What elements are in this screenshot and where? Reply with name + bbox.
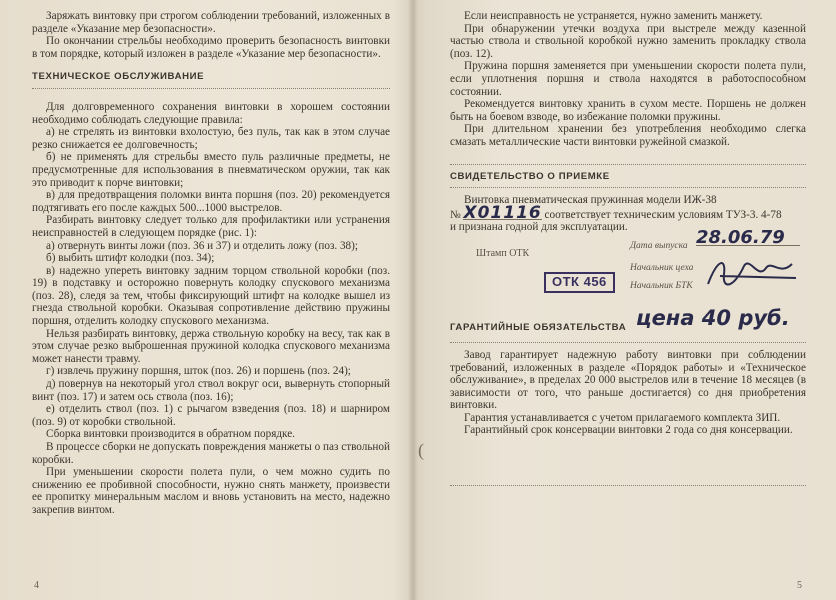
release-date-value: 28.06.79 bbox=[696, 232, 800, 246]
maintenance-heading: ТЕХНИЧЕСКОЕ ОБСЛУЖИВАНИЕ bbox=[32, 71, 205, 83]
warning-para: Нельзя разбирать винтовку, держа ствольную коробку на весу, так как в этом случае резко выброшенная пружиной колодка спускового механизма может нанести травму. bbox=[32, 327, 390, 365]
bottom-divider bbox=[450, 485, 806, 486]
fold-mark: ( bbox=[418, 440, 424, 460]
right-page bbox=[450, 10, 806, 595]
step-a: а) отвернуть винты ложи (поз. 36 и 37) и отделить ложу (поз. 38); bbox=[46, 239, 358, 252]
intro-para-1: Заряжать винтовку при строгом соблюдении требований, изложенных в разделе «Указание мер безопасности». bbox=[32, 10, 390, 35]
heading-divider bbox=[32, 88, 390, 89]
page-number-left: 4 bbox=[34, 580, 39, 592]
assembly-para-1: Сборка винтовки производится в обратном порядке. bbox=[46, 428, 295, 441]
serial-number: Х01116 bbox=[463, 202, 542, 223]
btk-chief-label: Начальник БТК bbox=[630, 280, 693, 291]
cert-line-1: Винтовка пневматическая пружинная модели ИЖ-38 bbox=[464, 194, 717, 207]
section-divider bbox=[450, 187, 806, 188]
step-e: д) повернув на некоторый угол ствол вокруг оси, вывернуть стопорный винт (поз. 17) и затем ось ствола (поз. 16); bbox=[32, 378, 390, 403]
warranty-divider bbox=[450, 342, 806, 343]
right-para-5: При длительном хранении без употребления необходимо слегка смазать металлические части винтовки ружейной смазкой. bbox=[450, 123, 806, 148]
otk-stamp: ОТК 456 bbox=[544, 272, 615, 293]
maintenance-lead: Для долговременного сохранения винтовки в хорошем состоянии необходимо соблюдать следующие правила: bbox=[32, 100, 390, 126]
page-number-right: 5 bbox=[797, 580, 802, 592]
acceptance-heading: СВИДЕТЕЛЬСТВО О ПРИЕМКЕ bbox=[450, 170, 610, 182]
left-page bbox=[32, 10, 390, 595]
right-para-2: При обнаружении утечки воздуха при выстреле между казенной частью ствола и ствольной коробкой нужно заменить прокладку ствола (поз. 12). bbox=[450, 22, 806, 60]
step-d: г) извлечь пружину поршня, шток (поз. 26) и поршень (поз. 24); bbox=[46, 365, 351, 378]
price-note: цена 40 руб. bbox=[636, 305, 790, 330]
warranty-para-2: Гарантия устанавливается с учетом прилагаемого комплекта ЗИП. bbox=[464, 411, 781, 424]
release-date-label: Дата выпуска bbox=[630, 240, 688, 251]
step-b: б) выбить штифт колодки (поз. 34); bbox=[46, 252, 215, 265]
rule-a: а) не стрелять из винтовки вхолостую, без пуль, так как в этом случае резко снижается ее долговечность; bbox=[32, 126, 390, 151]
section-divider-top bbox=[450, 164, 806, 165]
cert-line-2 bbox=[450, 202, 806, 223]
warranty-heading: ГАРАНТИЙНЫЕ ОБЯЗАТЕЛЬСТВА bbox=[450, 321, 627, 333]
warranty-para-3: Гарантийный срок консервации винтовки 2 года со дня консервации. bbox=[464, 424, 793, 437]
step-c: в) надежно упереть винтовку задним торцом ствольной коробки (поз. 19) в подставку и осторожно повернуть колодку спускового механизма (поз. 28), следя за тем, чтобы фиксирующий штифт на колодке вышел из гнезда ствольной коробки. Оказывая сопротивление действию пружины поршня, отделить колодку спускового механизма. bbox=[32, 264, 390, 328]
rule-b: б) не применять для стрельбы вместо пуль различные предметы, не предусмотренные для использования в пневматическом оружии, так как это приводит к порче винтовки; bbox=[32, 151, 390, 189]
booklet-spine bbox=[408, 0, 418, 600]
assembly-para-2: В процессе сборки не допускать повреждения манжеты о паз ствольной коробки. bbox=[32, 441, 390, 466]
cert-conformity: соответствует техническим условиям ТУЗ-3. 4-78 bbox=[544, 208, 782, 221]
cert-number-label: № bbox=[450, 208, 461, 221]
otk-stamp-label: Штамп ОТК bbox=[476, 247, 530, 259]
cert-line-3: и признана годной для эксплуатации. bbox=[450, 221, 628, 234]
warranty-para-1: Завод гарантирует надежную работу винтовки при соблюдении требований, изложенных в разделе «Порядок работы» и «Техническое обслуживание», в пределах 20 000 выстрелов или в течение 18 месяцев (в зависимости от того, что раньше достигается) со дня приобретения винтовки. bbox=[450, 348, 806, 412]
right-para-1: Если неисправность не устраняется, нужно заменить манжету. bbox=[464, 10, 763, 22]
warranty-heading-row bbox=[450, 305, 806, 338]
assembly-para-3: При уменьшении скорости полета пули, о чем можно судить по снижению ее пробивной способности, нужно снять манжету, произвести ее пропитку минеральным маслом и вновь установить на место, надежно закрепив винтом. bbox=[32, 466, 390, 516]
rule-c: в) для предотвращения поломки винта поршня (поз. 20) рекомендуется подтягивать его после каждых 500...1000 выстрелов. bbox=[32, 189, 390, 214]
workshop-chief-label: Начальник цеха bbox=[630, 262, 694, 273]
right-para-3: Пружина поршня заменяется при уменьшении скорости полета пули, если уплотнения поршня и ствола находятся в работоспособном состоянии. bbox=[450, 60, 806, 98]
step-f: е) отделить ствол (поз. 1) с рычагом взведения (поз. 18) и шарниром (поз. 9) от коробки ствольной. bbox=[32, 403, 390, 428]
intro-para-2: По окончании стрельбы необходимо проверить безопасность винтовки в том порядке, который изложен в разделе «Указание мер безопасности». bbox=[32, 35, 390, 60]
disassembly-lead: Разбирать винтовку следует только для профилактики или устранения неисправностей в следующем порядке (рис. 1): bbox=[32, 214, 390, 239]
right-para-4: Рекомендуется винтовку хранить в сухом месте. Поршень не должен быть на боевом взводе, во избежание поломки пружины. bbox=[450, 98, 806, 123]
signature-scribble bbox=[700, 254, 800, 294]
